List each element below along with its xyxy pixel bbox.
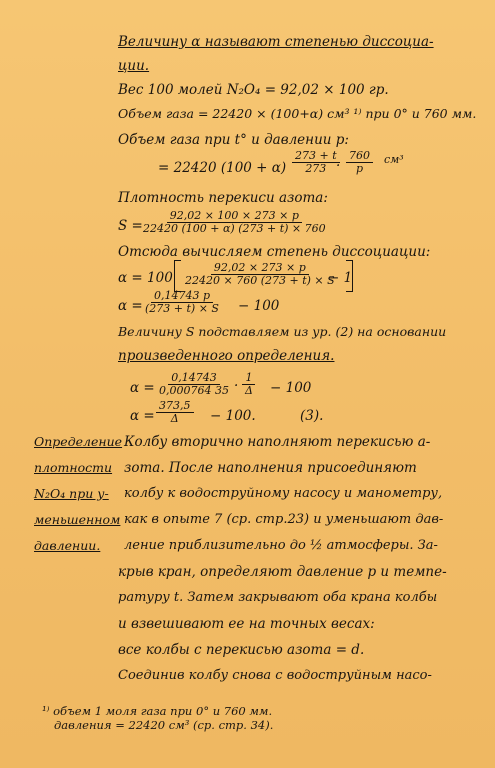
- equation-part: α = 100: [118, 270, 173, 286]
- fraction: [142, 290, 222, 315]
- text-line: как в опыте 7 (ср. стр.23) и уменьшают дав-: [124, 512, 444, 527]
- text-line: Соединив колбу снова с водоструйным насо-: [118, 668, 432, 683]
- bracket-right: [346, 260, 353, 292]
- text-line: Объем газа при t° и давлении p:: [118, 132, 349, 148]
- equation-part: − 100: [238, 298, 280, 314]
- equation-part: ·: [234, 378, 239, 394]
- equation-part: = 22420 (100 + α): [158, 160, 287, 176]
- fraction: [292, 150, 340, 175]
- equation-part: S =: [118, 218, 143, 234]
- text-line: ратуру t. Затем закрывают оба крана колбы: [118, 590, 438, 605]
- text-line: зота. После наполнения присоединяют: [124, 460, 417, 476]
- equation-part: см³: [384, 153, 404, 166]
- equation-number: (3).: [300, 408, 324, 424]
- text-line: Отсюда вычисляем степень диссоциации:: [118, 244, 431, 260]
- margin-note-line: плотности: [34, 460, 113, 475]
- numerator: 0,14743 p: [151, 290, 213, 303]
- equation-part: α =: [130, 408, 155, 424]
- numerator: 1: [242, 372, 255, 385]
- text-line: Колбу вторично наполняют перекисью а-: [124, 434, 431, 450]
- text-line: все колбы с перекисью азота = d.: [118, 642, 365, 658]
- text-line: ление приблизительно до ½ атмосферы. За-: [124, 538, 438, 553]
- margin-note-line: меньшенном: [34, 512, 121, 527]
- numerator: 0,14743: [168, 372, 220, 385]
- text-line: Плотность перекиси азота:: [118, 190, 328, 206]
- denominator: Δ: [170, 412, 179, 425]
- text-line: произведенного определения.: [118, 348, 335, 364]
- denominator: (273 + t) × S: [145, 302, 219, 315]
- fraction: [156, 372, 232, 397]
- text-line: колбу к водоструйному насосу и манометру,: [124, 486, 443, 501]
- footnote-line: давления = 22420 см³ (ср. стр. 34).: [54, 718, 274, 732]
- fraction: [242, 372, 256, 397]
- denominator: 273: [305, 162, 327, 175]
- text-line: Объем газа = 22420 × (100+α) см³ ¹⁾ при 0° и 760 мм.: [118, 106, 477, 121]
- text-line: ции.: [118, 58, 150, 74]
- denominator: p: [355, 162, 364, 175]
- text-line: Величину α называют степенью диссоциа-: [118, 34, 434, 50]
- numerator: 760: [346, 150, 373, 163]
- numerator: 92,02 × 273 × p: [211, 262, 309, 275]
- numerator: 373,5: [156, 400, 194, 413]
- equation-part: − 100: [270, 380, 312, 396]
- margin-note-line: давлении.: [34, 538, 101, 553]
- bracket-left: [174, 260, 181, 292]
- denominator: Δ: [245, 384, 253, 397]
- text-line: и взвешивают ее на точных весах:: [118, 616, 375, 632]
- footnote-line: ¹⁾ объем 1 моля газа при 0° и 760 мм.: [42, 704, 273, 718]
- equation-part: α =: [130, 380, 155, 396]
- text-line: крыв кран, определяют давление p и темпе-: [118, 564, 447, 580]
- margin-note-line: N₂O₄ при у-: [34, 486, 109, 501]
- fraction: [182, 262, 338, 287]
- equation-part: − 100.: [210, 408, 256, 424]
- text-line: Величину S подставляем из ур. (2) на основании: [118, 324, 447, 339]
- equation-part: α =: [118, 298, 143, 314]
- fraction: [346, 150, 373, 175]
- equation-part: ·: [336, 158, 341, 174]
- numerator: 273 + t: [292, 150, 340, 163]
- fraction: [156, 400, 194, 425]
- numerator: 92,02 × 100 × 273 × p: [167, 210, 302, 223]
- denominator: 22420 (100 + α) (273 + t) × 760: [143, 222, 326, 235]
- equation-part: − 1: [328, 270, 353, 286]
- margin-note-line: Определение: [34, 434, 123, 449]
- denominator: 0,000764 35: [159, 384, 229, 397]
- denominator: 22420 × 760 (273 + t) × S: [185, 274, 335, 287]
- fraction: [140, 210, 329, 235]
- text-line: Вес 100 молей N₂O₄ = 92,02 × 100 гр.: [118, 82, 389, 98]
